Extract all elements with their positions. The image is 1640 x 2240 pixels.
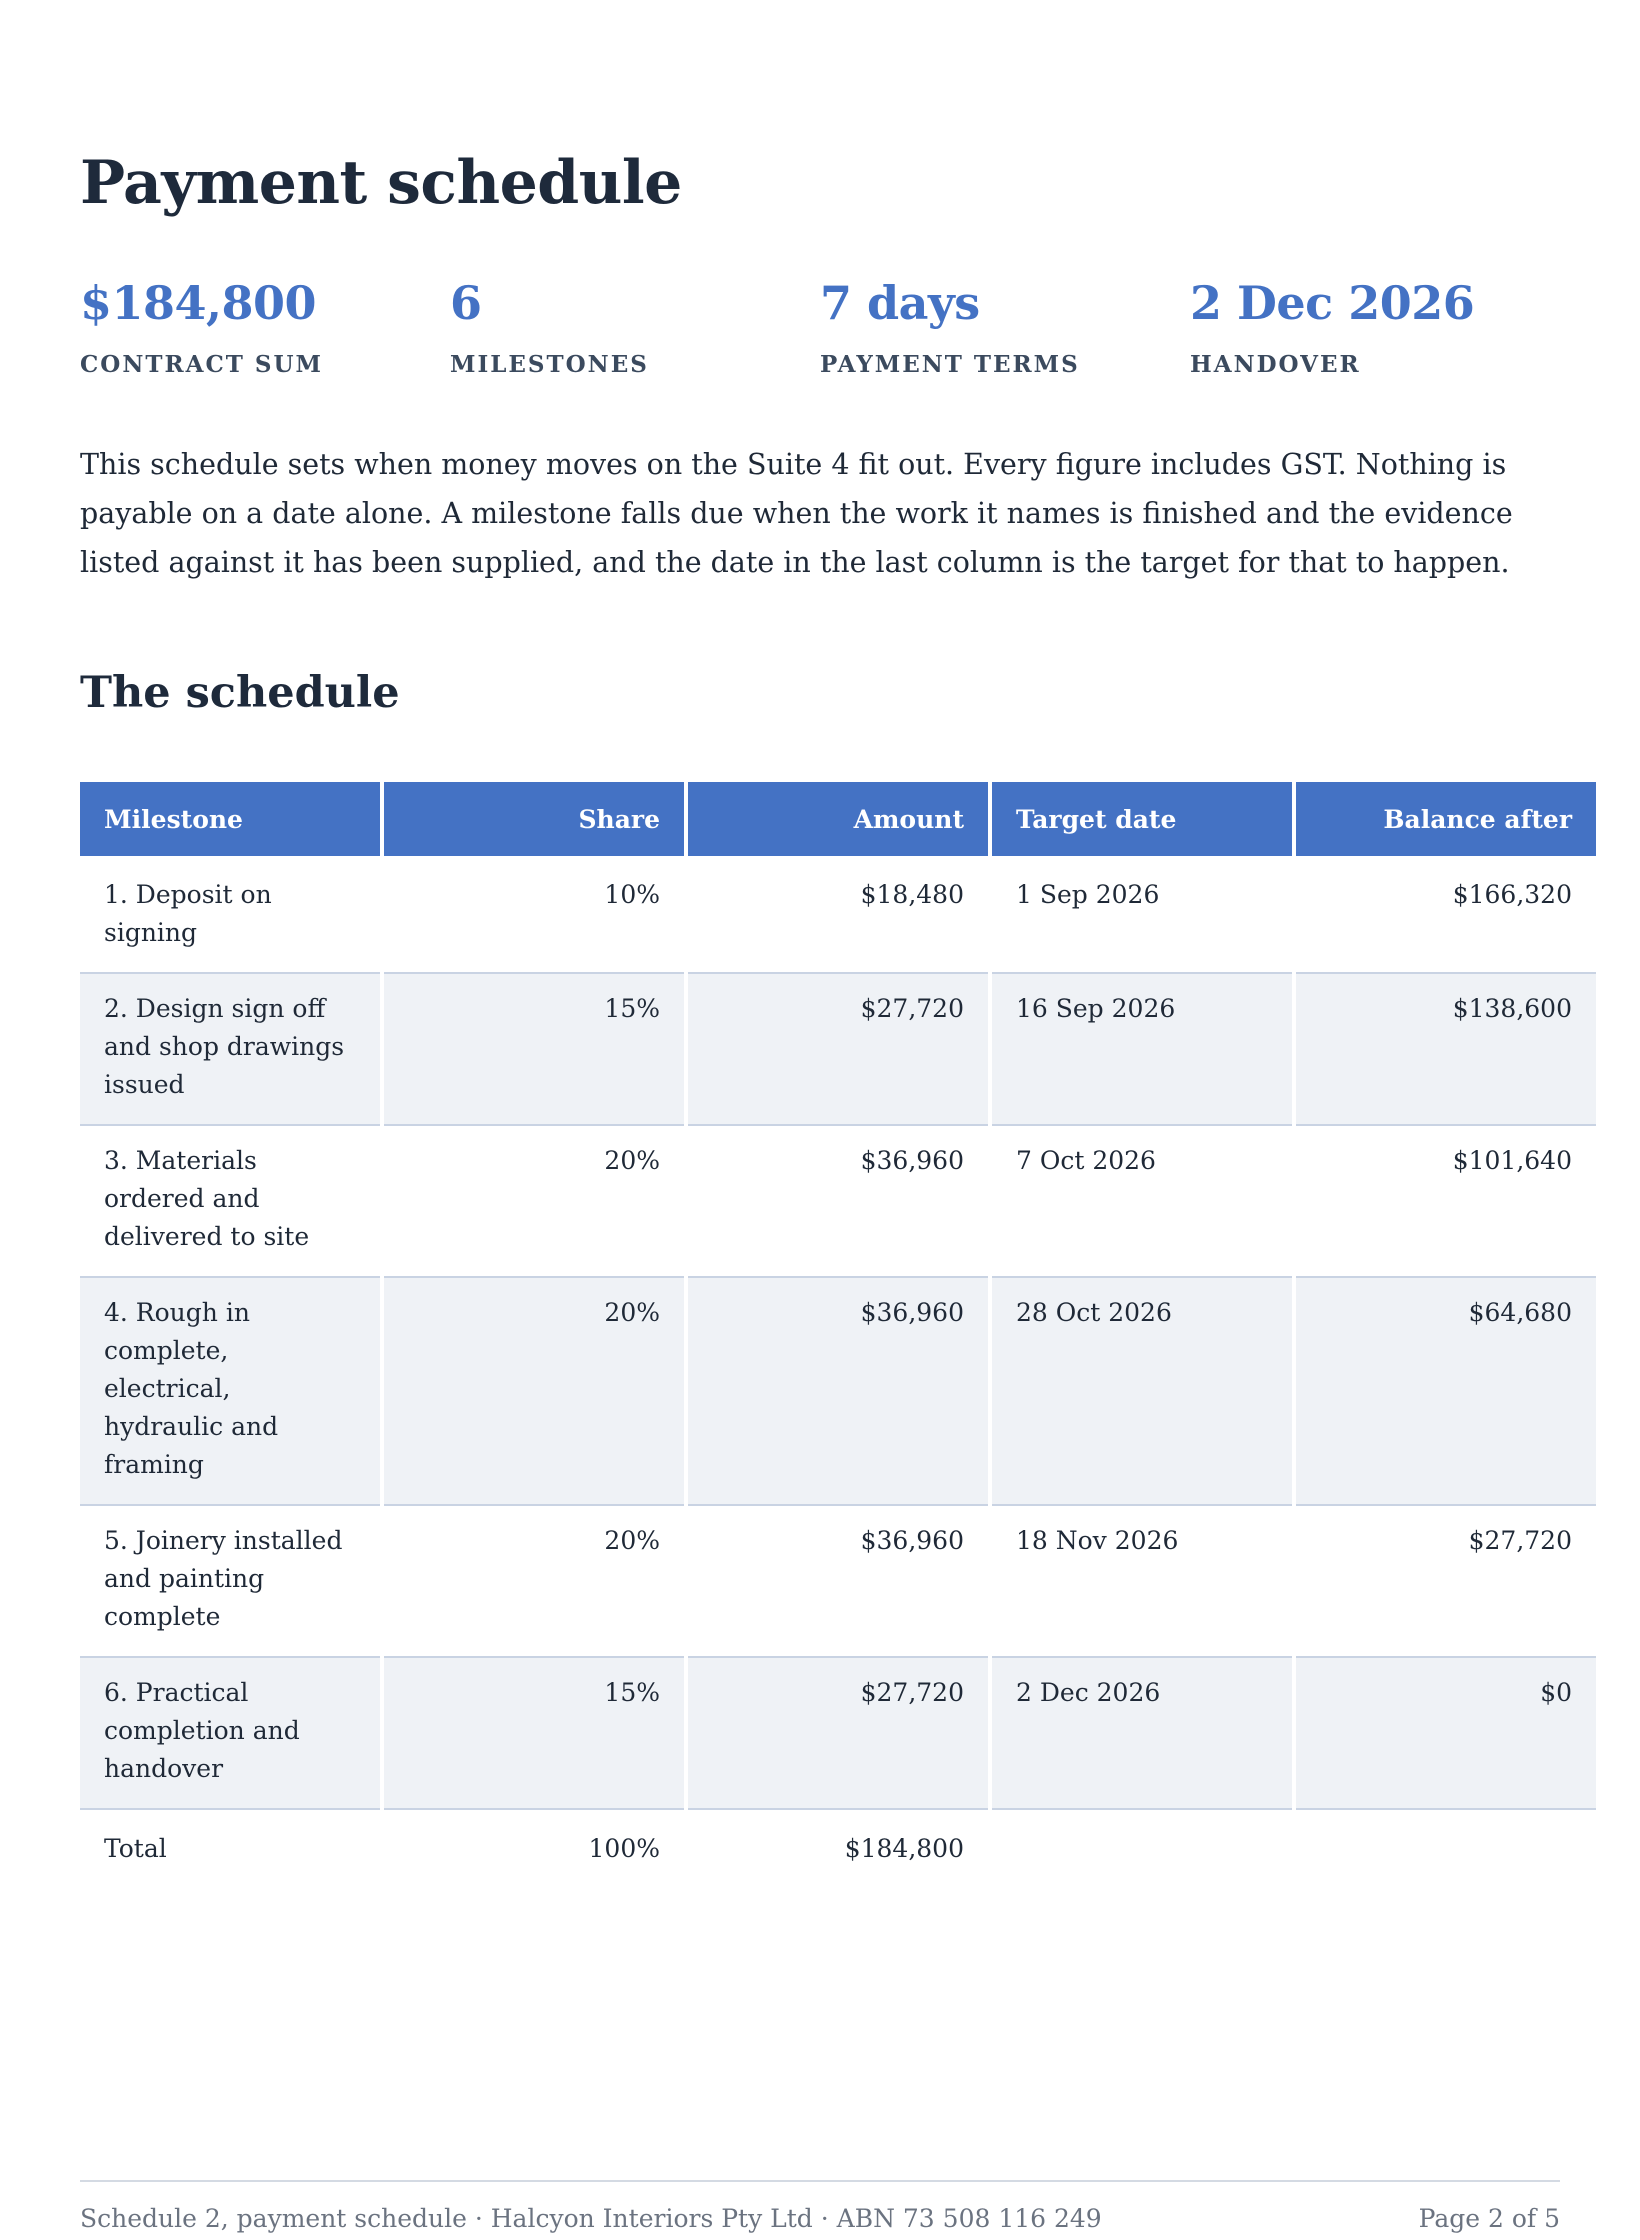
total-share: 100% [588,1834,660,1863]
cell-amount: $18,480 [688,860,988,974]
cell-share: 15% [384,1658,684,1810]
payment-schedule-table [76,782,1600,1888]
cell-target-date: 1 Sep 2026 [992,860,1292,974]
cell-milestone: 3. Materials ordered and delivered to site [80,1126,380,1278]
stat-value: 2 Dec 2026 [1190,276,1475,330]
table-row [80,974,1596,1126]
intro-paragraph: This schedule sets when money moves on the Suite 4 fit out. Every figure includes GST. Nothing is payable on a date alone. A milestone falls due when the work it names is finished and the evidence listed against it has been supplied, and the date in the last column is the target for that to happen. [80,448,1513,579]
cell-milestone: 2. Design sign off and shop drawings issued [80,974,380,1126]
stat-handover [1190,278,1560,378]
cell-target-date: 28 Oct 2026 [992,1278,1292,1506]
table-header-row [80,782,1596,860]
header-target-date: Target date [992,782,1292,860]
cell-milestone: 4. Rough in complete, electrical, hydraulic and framing [80,1278,380,1506]
footer-page-number: Page 2 of 5 [1418,2204,1560,2233]
stat-value: 7 days [820,276,980,330]
stat-payment-terms [820,278,1190,378]
cell-balance-after: $27,720 [1296,1506,1596,1658]
table-row [80,1658,1596,1810]
stat-value: $184,800 [80,276,317,330]
cell-balance-after: $138,600 [1296,974,1596,1126]
stat-label: PAYMENT TERMS [820,350,1080,378]
cell-target-date: 18 Nov 2026 [992,1506,1292,1658]
header-amount: Amount [688,782,988,860]
header-share: Share [384,782,684,860]
cell-share: 10% [384,860,684,974]
total-empty-cell [992,1810,1292,1888]
document-page [80,0,1572,2240]
table-row [80,1278,1596,1506]
cell-amount: $27,720 [688,1658,988,1810]
page-title: Payment schedule [80,148,682,218]
cell-share: 20% [384,1126,684,1278]
stat-label: MILESTONES [450,350,649,378]
header-milestone: Milestone [80,782,380,860]
stat-label: HANDOVER [1190,350,1361,378]
stat-contract-sum [80,278,450,378]
cell-balance-after: $101,640 [1296,1126,1596,1278]
total-label: Total [104,1834,167,1863]
cell-balance-after: $64,680 [1296,1278,1596,1506]
footer-divider [80,2180,1560,2182]
total-empty-cell [1296,1810,1596,1888]
cell-balance-after: $166,320 [1296,860,1596,974]
table-row [80,1506,1596,1658]
cell-target-date: 2 Dec 2026 [992,1658,1292,1810]
table-row [80,860,1596,974]
table-total-row [80,1810,1596,1888]
cell-balance-after: $0 [1296,1658,1596,1810]
table-row [80,1126,1596,1278]
total-amount: $184,800 [844,1834,964,1863]
cell-milestone: 5. Joinery installed and painting complete [80,1506,380,1658]
cell-milestone: 6. Practical completion and handover [80,1658,380,1810]
cell-target-date: 7 Oct 2026 [992,1126,1292,1278]
cell-amount: $36,960 [688,1506,988,1658]
stat-value: 6 [450,276,482,330]
section-title: The schedule [80,668,400,718]
stat-milestones [450,278,820,378]
cell-amount: $36,960 [688,1126,988,1278]
footer-document-info: Schedule 2, payment schedule · Halcyon Interiors Pty Ltd · ABN 73 508 116 249 [80,2204,1102,2233]
cell-amount: $27,720 [688,974,988,1126]
header-balance-after: Balance after [1296,782,1596,860]
cell-target-date: 16 Sep 2026 [992,974,1292,1126]
cell-share: 15% [384,974,684,1126]
cell-share: 20% [384,1278,684,1506]
cell-milestone: 1. Deposit on signing [80,860,380,974]
cell-amount: $36,960 [688,1278,988,1506]
cell-share: 20% [384,1506,684,1658]
summary-stats [80,278,1560,378]
stat-label: CONTRACT SUM [80,350,323,378]
